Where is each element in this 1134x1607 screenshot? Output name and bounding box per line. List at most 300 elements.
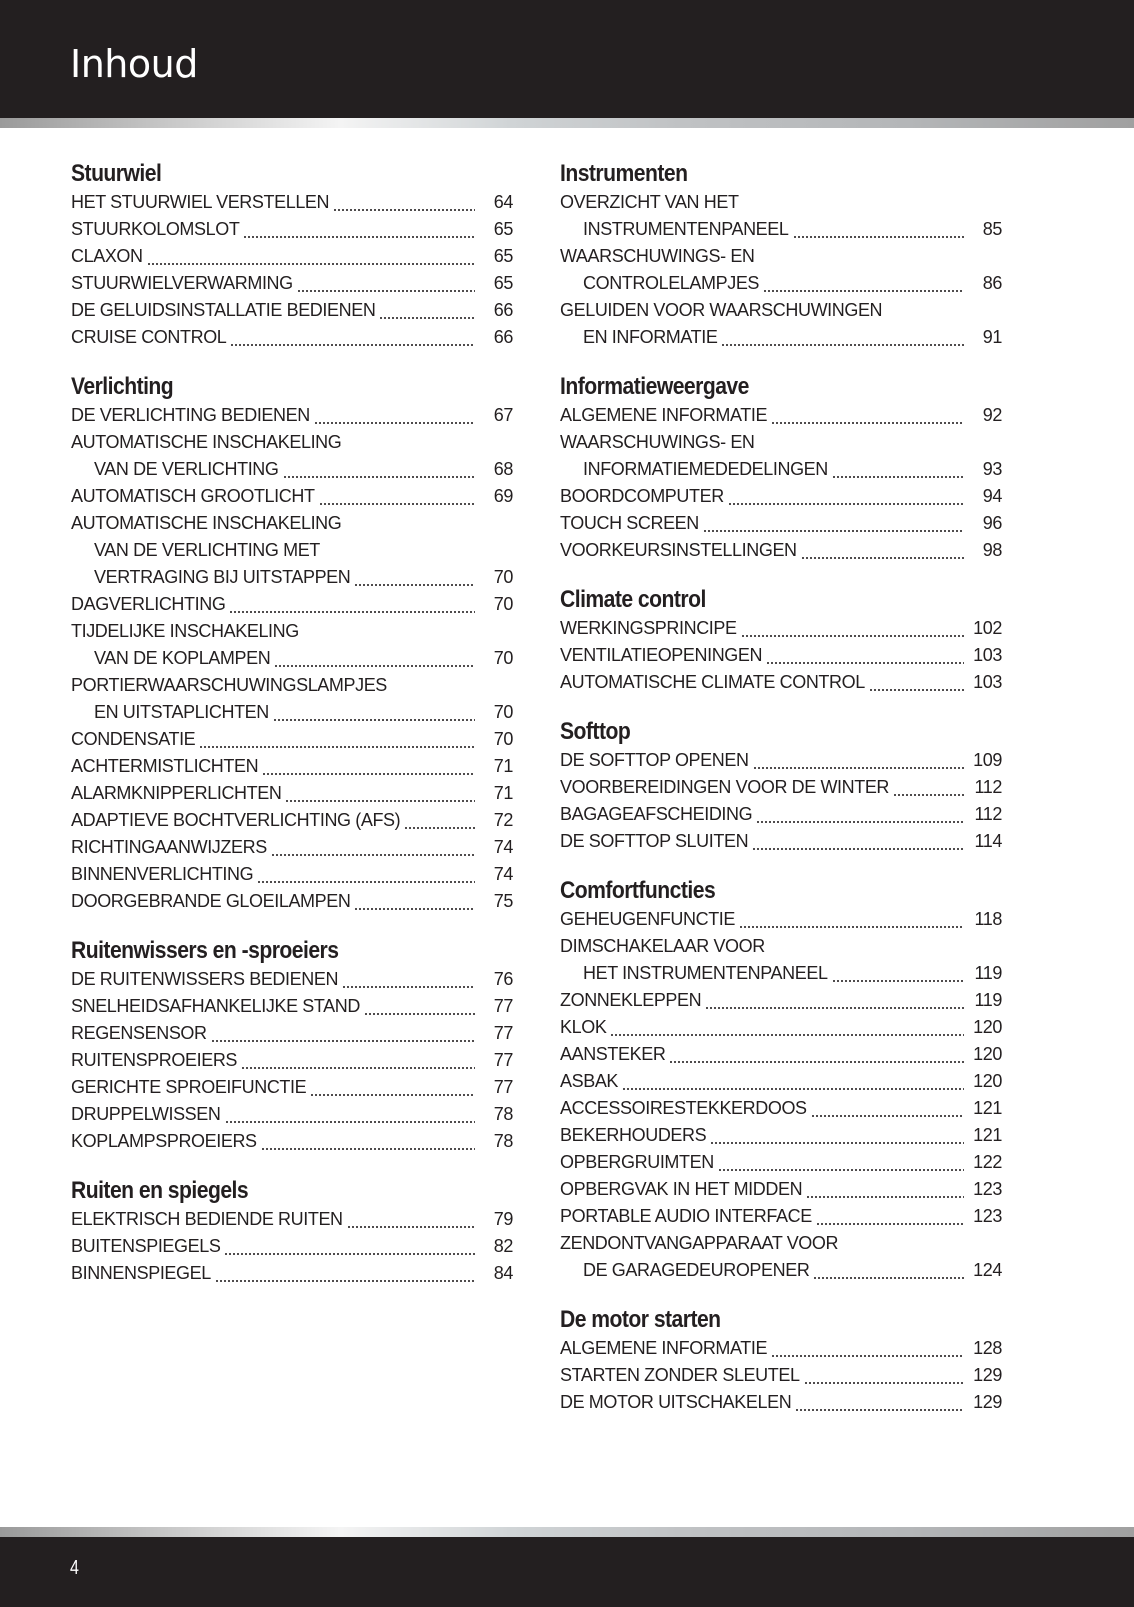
dot-leader: [274, 665, 475, 667]
toc-entry[interactable]: [560, 189, 1002, 243]
entry-label: DAGVERLICHTING: [71, 594, 226, 614]
entry-page-number: 129: [973, 1365, 1002, 1385]
dot-leader: [319, 503, 475, 505]
toc-entry[interactable]: [71, 1020, 513, 1047]
toc-entry[interactable]: [560, 615, 1002, 642]
toc-entry[interactable]: [560, 537, 1002, 564]
dot-leader: [243, 236, 475, 238]
toc-entry[interactable]: [71, 993, 513, 1020]
toc-entry-line: [560, 642, 1002, 669]
dot-leader: [893, 794, 964, 796]
entry-label: CRUISE CONTROL: [71, 327, 227, 347]
toc-entry[interactable]: [560, 297, 1002, 351]
toc-entry-line: [71, 1074, 513, 1101]
toc-entry-line: [71, 726, 513, 753]
toc-section: [560, 875, 1002, 1284]
dot-leader: [230, 344, 475, 346]
toc-entry-line: [560, 669, 1002, 696]
entry-page-number: 75: [493, 891, 513, 911]
dot-leader: [816, 1223, 964, 1225]
toc-section: [71, 158, 513, 351]
dot-leader: [342, 986, 475, 988]
entry-page-number: 70: [493, 702, 513, 722]
entry-label: TOUCH SCREEN: [560, 513, 699, 533]
toc-entry-line: [560, 270, 1002, 297]
dot-leader: [771, 1355, 964, 1357]
entry-label: TIJDELIJKE INSCHAKELING: [71, 621, 299, 641]
toc-section: [71, 1175, 513, 1287]
entry-label: GEHEUGENFUNCTIE: [560, 909, 736, 929]
toc-entry[interactable]: [560, 1176, 1002, 1203]
entry-label: ALGEMENE INFORMATIE: [560, 1338, 768, 1358]
toc-entry[interactable]: [71, 510, 513, 591]
dot-leader: [354, 584, 475, 586]
toc-entry[interactable]: [560, 402, 1002, 429]
header-divider: [0, 118, 1134, 128]
toc-entry[interactable]: [71, 861, 513, 888]
dot-leader: [283, 476, 476, 478]
toc-entry[interactable]: [71, 216, 513, 243]
toc-entry[interactable]: [71, 780, 513, 807]
toc-entry-line: [560, 537, 1002, 564]
section-heading: Verlichting: [71, 373, 174, 400]
toc-entry[interactable]: [560, 1362, 1002, 1389]
entry-page-number: 84: [493, 1263, 513, 1283]
toc-section: [560, 158, 1002, 351]
entry-page-number: 102: [973, 618, 1002, 638]
dot-leader: [257, 881, 475, 883]
entry-label: AUTOMATISCHE INSCHAKELING: [71, 432, 342, 452]
entry-label: VOORBEREIDINGEN VOOR DE WINTER: [560, 777, 890, 797]
toc-entry-line: [71, 591, 513, 618]
toc-entry[interactable]: [560, 1389, 1002, 1416]
entry-label: AANSTEKER: [560, 1044, 666, 1064]
toc-entry-line: [71, 645, 513, 672]
entry-label: DIMSCHAKELAAR VOOR: [560, 936, 765, 956]
dot-leader: [771, 422, 964, 424]
section-heading: Stuurwiel: [71, 160, 162, 187]
toc-section: [560, 371, 1002, 564]
entry-label: BEKERHOUDERS: [560, 1125, 707, 1145]
toc-entry-line: [71, 753, 513, 780]
dot-leader: [310, 1094, 475, 1096]
entry-page-number: 121: [973, 1125, 1002, 1145]
entry-page-number: 66: [493, 327, 513, 347]
toc-entry-line: [560, 1257, 1002, 1284]
toc-entry-line: [71, 189, 513, 216]
dot-leader: [669, 1061, 964, 1063]
toc-entry-line: [71, 216, 513, 243]
entry-page-number: 74: [493, 864, 513, 884]
toc-entry[interactable]: [71, 753, 513, 780]
section-heading: Ruitenwissers en -sproeiers: [71, 937, 339, 964]
toc-entry-line: [560, 1041, 1002, 1068]
entry-label: ZENDONTVANGAPPARAAT VOOR: [560, 1233, 839, 1253]
entry-page-number: 94: [982, 486, 1002, 506]
toc-entry[interactable]: [560, 510, 1002, 537]
toc-entry-line: [560, 243, 1002, 270]
dot-leader: [224, 1253, 475, 1255]
entry-label: BUITENSPIEGELS: [71, 1236, 221, 1256]
entry-page-number: 122: [973, 1152, 1002, 1172]
dot-leader: [225, 1121, 476, 1123]
dot-leader: [273, 719, 475, 721]
section-heading: Comfortfuncties: [560, 877, 716, 904]
entry-page-number: 93: [982, 459, 1002, 479]
entry-page-number: 67: [493, 405, 513, 425]
toc-entry-line: [560, 510, 1002, 537]
dot-leader: [753, 767, 964, 769]
entry-page-number: 70: [493, 729, 513, 749]
toc-section: [560, 716, 1002, 855]
entry-label: ASBAK: [560, 1071, 619, 1091]
toc-entry[interactable]: [560, 243, 1002, 297]
entry-label: ALGEMENE INFORMATIE: [560, 405, 768, 425]
entry-label: ADAPTIEVE BOCHTVERLICHTING (AFS): [71, 810, 401, 830]
toc-entry[interactable]: [560, 1068, 1002, 1095]
toc-entry-line: [560, 747, 1002, 774]
entry-page-number: 77: [493, 1023, 513, 1043]
toc-entry[interactable]: [71, 483, 513, 510]
entry-label: RUITENSPROEIERS: [71, 1050, 238, 1070]
entry-page-number: 103: [973, 672, 1002, 692]
toc-entry-line: [560, 828, 1002, 855]
toc-entry[interactable]: [71, 591, 513, 618]
toc-entry[interactable]: [71, 834, 513, 861]
entry-label: VERTRAGING BIJ UITSTAPPEN: [94, 567, 351, 587]
toc-entry-line: [560, 1095, 1002, 1122]
toc-entry[interactable]: [560, 906, 1002, 933]
entry-label: GERICHTE SPROEIFUNCTIE: [71, 1077, 307, 1097]
entry-page-number: 91: [982, 327, 1002, 347]
dot-leader: [285, 800, 475, 802]
entry-page-number: 70: [493, 594, 513, 614]
entry-page-number: 77: [493, 996, 513, 1016]
dot-leader: [262, 773, 475, 775]
toc-entry[interactable]: [71, 672, 513, 726]
entry-page-number: 71: [493, 783, 513, 803]
toc-section: [71, 371, 513, 915]
entry-label: AUTOMATISCHE INSCHAKELING: [71, 513, 342, 533]
entry-label: VAN DE VERLICHTING: [94, 459, 279, 479]
entry-page-number: 120: [973, 1017, 1002, 1037]
toc-entry-line: [71, 324, 513, 351]
toc-entry[interactable]: [71, 297, 513, 324]
toc-entry[interactable]: [560, 483, 1002, 510]
entry-label: STUURKOLOMSLOT: [71, 219, 240, 239]
entry-page-number: 114: [974, 831, 1002, 851]
toc-entry-line: [560, 774, 1002, 801]
dot-leader: [832, 980, 964, 982]
toc-entry[interactable]: [560, 774, 1002, 801]
section-heading: Softtop: [560, 718, 631, 745]
toc-entry-line: [71, 672, 513, 699]
entry-label: WAARSCHUWINGS- EN: [560, 246, 755, 266]
toc-entry-line: [560, 456, 1002, 483]
entry-label: CONTROLELAMPJES: [583, 273, 760, 293]
dot-leader: [811, 1115, 964, 1117]
toc-entry-line: [560, 297, 1002, 324]
dot-leader: [314, 422, 475, 424]
entry-label: DE GARAGEDEUROPENER: [583, 1260, 810, 1280]
entry-label: EN UITSTAPLICHTEN: [94, 702, 269, 722]
dot-leader: [804, 1382, 964, 1384]
toc-entry-line: [560, 1068, 1002, 1095]
toc-entry-line: [560, 1122, 1002, 1149]
entry-page-number: 98: [982, 540, 1002, 560]
toc-entry-line: [71, 1233, 513, 1260]
toc-entry-line: [560, 189, 1002, 216]
toc-entry[interactable]: [71, 726, 513, 753]
toc-entry[interactable]: [71, 402, 513, 429]
section-heading: Ruiten en spiegels: [71, 1177, 249, 1204]
entry-label: DE RUITENWISSERS BEDIENEN: [71, 969, 339, 989]
entry-page-number: 71: [493, 756, 513, 776]
entry-page-number: 129: [973, 1392, 1002, 1412]
entry-label: WERKINGSPRINCIPE: [560, 618, 737, 638]
entry-label: INFORMATIEMEDEDELINGEN: [583, 459, 828, 479]
toc-entry-line: [560, 615, 1002, 642]
toc-entry-line: [560, 1149, 1002, 1176]
entry-label: EN INFORMATIE: [583, 327, 718, 347]
toc-entry-line: [71, 402, 513, 429]
toc-entry-line: [71, 429, 513, 456]
entry-label: CLAXON: [71, 246, 143, 266]
dot-leader: [705, 1007, 964, 1009]
entry-page-number: 85: [982, 219, 1002, 239]
page-footer: [0, 1537, 1134, 1607]
section-heading: Instrumenten: [560, 160, 688, 187]
toc-entry[interactable]: [71, 1128, 513, 1155]
toc-entry-line: [71, 1260, 513, 1287]
dot-leader: [795, 1409, 964, 1411]
dot-leader: [199, 746, 475, 748]
entry-label: VAN DE VERLICHTING MET: [94, 540, 320, 560]
toc-entry-line: [560, 987, 1002, 1014]
entry-page-number: 86: [982, 273, 1002, 293]
toc-entry[interactable]: [71, 966, 513, 993]
toc-entry-line: [71, 297, 513, 324]
toc-entry[interactable]: [560, 933, 1002, 987]
entry-label: OVERZICHT VAN HET: [560, 192, 739, 212]
footer-divider: [0, 1527, 1134, 1537]
toc-entry[interactable]: [71, 1233, 513, 1260]
entry-label: DE GELUIDSINSTALLATIE BEDIENEN: [71, 300, 376, 320]
toc-entry-line: [71, 483, 513, 510]
toc-entry[interactable]: [560, 1335, 1002, 1362]
entry-label: ACCESSOIRESTEKKERDOOS: [560, 1098, 807, 1118]
entry-page-number: 118: [974, 909, 1002, 929]
entry-page-number: 79: [493, 1209, 513, 1229]
dot-leader: [763, 290, 964, 292]
toc-entry[interactable]: [71, 1101, 513, 1128]
dot-leader: [241, 1067, 475, 1069]
toc-entry[interactable]: [71, 1260, 513, 1287]
dot-leader: [379, 317, 475, 319]
toc-entry[interactable]: [560, 828, 1002, 855]
toc-entry-line: [560, 1362, 1002, 1389]
entry-page-number: 65: [493, 273, 513, 293]
dot-leader: [721, 344, 964, 346]
toc-entry[interactable]: [71, 1047, 513, 1074]
entry-page-number: 78: [493, 1131, 513, 1151]
entry-label: VAN DE KOPLAMPEN: [94, 648, 271, 668]
toc-entry[interactable]: [71, 429, 513, 483]
toc-entry-line: [560, 1230, 1002, 1257]
entry-page-number: 128: [973, 1338, 1002, 1358]
entry-page-number: 64: [493, 192, 513, 212]
dot-leader: [813, 1277, 964, 1279]
toc-entry-line: [71, 1206, 513, 1233]
toc-entry[interactable]: [560, 642, 1002, 669]
toc-entry-line: [71, 993, 513, 1020]
entry-label: VENTILATIEOPENINGEN: [560, 645, 763, 665]
toc-entry[interactable]: [560, 1041, 1002, 1068]
toc-entry-line: [71, 699, 513, 726]
entry-page-number: 78: [493, 1104, 513, 1124]
entry-page-number: 112: [974, 777, 1002, 797]
entry-label: AUTOMATISCH GROOTLICHT: [71, 486, 315, 506]
entry-label: GELUIDEN VOOR WAARSCHUWINGEN: [560, 300, 883, 320]
toc-entry[interactable]: [71, 807, 513, 834]
entry-page-number: 72: [493, 810, 513, 830]
entry-label: BINNENVERLICHTING: [71, 864, 254, 884]
entry-label: BOORDCOMPUTER: [560, 486, 724, 506]
toc-entry-line: [71, 456, 513, 483]
toc-entry[interactable]: [71, 1074, 513, 1101]
entry-label: KLOK: [560, 1017, 607, 1037]
dot-leader: [801, 557, 964, 559]
toc-entry-line: [71, 780, 513, 807]
toc-entry-line: [560, 324, 1002, 351]
dot-leader: [741, 635, 964, 637]
dot-leader: [728, 503, 964, 505]
entry-page-number: 120: [973, 1044, 1002, 1064]
dot-leader: [752, 848, 964, 850]
dot-leader: [869, 689, 964, 691]
entry-label: DE SOFTTOP OPENEN: [560, 750, 749, 770]
toc-entry[interactable]: [560, 987, 1002, 1014]
toc-entry[interactable]: [560, 801, 1002, 828]
toc-entry-line: [71, 966, 513, 993]
dot-leader: [756, 821, 964, 823]
toc-entry-line: [560, 801, 1002, 828]
entry-page-number: 77: [493, 1050, 513, 1070]
dot-leader: [806, 1196, 964, 1198]
entry-label: AUTOMATISCHE CLIMATE CONTROL: [560, 672, 865, 692]
toc-entry[interactable]: [71, 618, 513, 672]
entry-page-number: 77: [493, 1077, 513, 1097]
toc-entry[interactable]: [560, 747, 1002, 774]
entry-page-number: 124: [973, 1260, 1002, 1280]
toc-entry-line: [71, 861, 513, 888]
dot-leader: [739, 926, 964, 928]
entry-page-number: 66: [493, 300, 513, 320]
entry-label: DE VERLICHTING BEDIENEN: [71, 405, 310, 425]
dot-leader: [271, 854, 475, 856]
entry-label: ZONNEKLEPPEN: [560, 990, 702, 1010]
toc-entry-line: [560, 1176, 1002, 1203]
dot-leader: [229, 611, 475, 613]
dot-leader: [832, 476, 964, 478]
entry-label: HET STUURWIEL VERSTELLEN: [71, 192, 330, 212]
toc-entry[interactable]: [560, 1014, 1002, 1041]
entry-label: DOORGEBRANDE GLOEILAMPEN: [71, 891, 351, 911]
toc-entry[interactable]: [71, 324, 513, 351]
entry-page-number: 119: [974, 990, 1002, 1010]
entry-label: CONDENSATIE: [71, 729, 196, 749]
section-heading: Informatieweergave: [560, 373, 749, 400]
entry-label: PORTIERWAARSCHUWINGSLAMPJES: [71, 675, 387, 695]
toc-entry[interactable]: [560, 1149, 1002, 1176]
dot-leader: [622, 1088, 964, 1090]
entry-label: KOPLAMPSPROEIERS: [71, 1131, 257, 1151]
entry-page-number: 69: [493, 486, 513, 506]
toc-section: [71, 935, 513, 1155]
dot-leader: [610, 1034, 964, 1036]
toc-entry-line: [560, 402, 1002, 429]
toc-entry[interactable]: [560, 429, 1002, 483]
entry-page-number: 123: [973, 1206, 1002, 1226]
dot-leader: [766, 662, 964, 664]
dot-leader: [364, 1013, 475, 1015]
toc-entry[interactable]: [71, 888, 513, 915]
toc-entry[interactable]: [560, 1095, 1002, 1122]
toc-entry-line: [560, 1335, 1002, 1362]
toc-entry-line: [71, 1101, 513, 1128]
entry-page-number: 70: [493, 567, 513, 587]
toc-entry[interactable]: [560, 669, 1002, 696]
entry-label: REGENSENSOR: [71, 1023, 207, 1043]
toc-entry-line: [71, 1047, 513, 1074]
toc-entry-line: [560, 1014, 1002, 1041]
toc-entry-line: [71, 1020, 513, 1047]
toc-entry-line: [71, 888, 513, 915]
entry-label: RICHTINGAANWIJZERS: [71, 837, 267, 857]
toc-entry-line: [71, 1128, 513, 1155]
entry-label: VOORKEURSINSTELLINGEN: [560, 540, 797, 560]
toc-entry-line: [560, 1389, 1002, 1416]
toc-entry[interactable]: [71, 270, 513, 297]
dot-leader: [147, 263, 475, 265]
toc-entry[interactable]: [560, 1230, 1002, 1284]
entry-page-number: 65: [493, 246, 513, 266]
dot-leader: [703, 530, 964, 532]
dot-leader: [354, 908, 475, 910]
entry-page-number: 120: [973, 1071, 1002, 1091]
toc-entry[interactable]: [71, 189, 513, 216]
toc-entry-line: [71, 537, 513, 564]
toc-entry-line: [71, 270, 513, 297]
entry-label: SNELHEIDSAFHANKELIJKE STAND: [71, 996, 360, 1016]
entry-label: OPBERGVAK IN HET MIDDEN: [560, 1179, 803, 1199]
toc-entry[interactable]: [71, 243, 513, 270]
toc-entry[interactable]: [560, 1122, 1002, 1149]
page-header: [0, 0, 1134, 118]
toc-entry[interactable]: [560, 1203, 1002, 1230]
entry-page-number: 121: [973, 1098, 1002, 1118]
dot-leader: [297, 290, 475, 292]
dot-leader: [793, 236, 965, 238]
entry-label: DE SOFTTOP SLUITEN: [560, 831, 749, 851]
entry-page-number: 123: [973, 1179, 1002, 1199]
entry-label: OPBERGRUIMTEN: [560, 1152, 714, 1172]
toc-entry-line: [71, 243, 513, 270]
toc-entry-line: [71, 618, 513, 645]
entry-page-number: 68: [493, 459, 513, 479]
toc-entry[interactable]: [71, 1206, 513, 1233]
entry-label: HET INSTRUMENTENPANEEL: [583, 963, 828, 983]
